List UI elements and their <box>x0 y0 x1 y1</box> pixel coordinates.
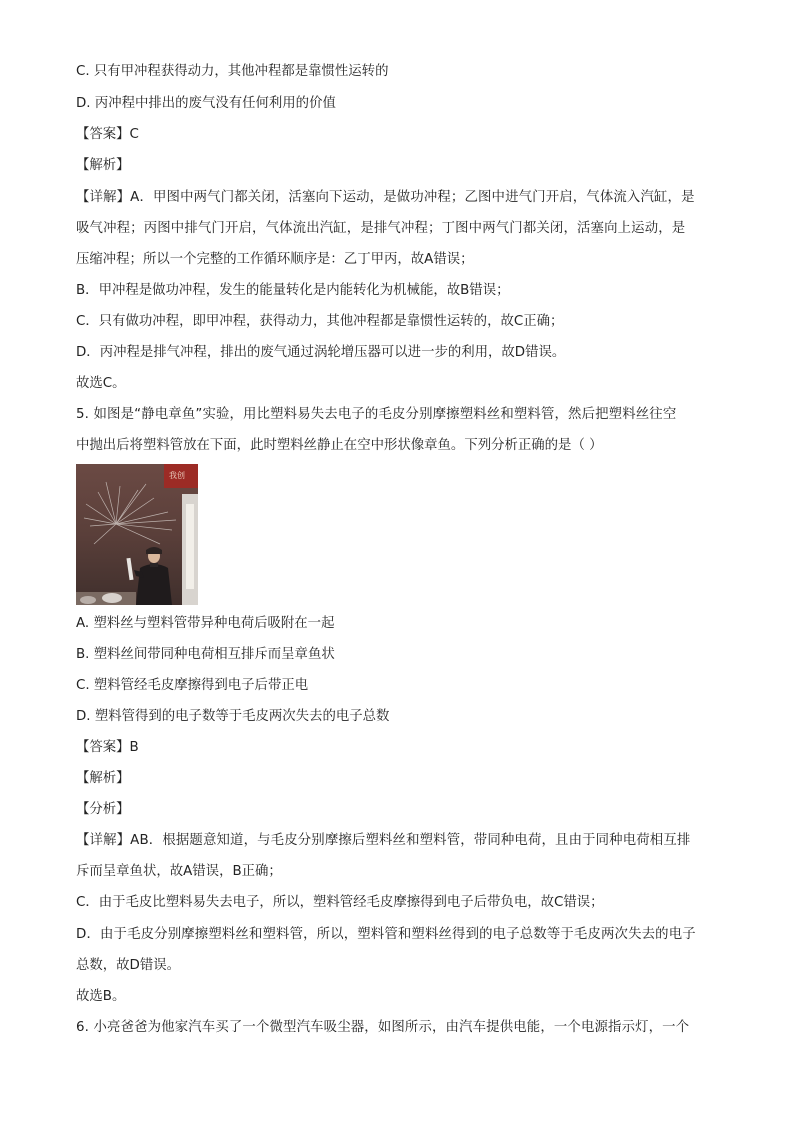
q5-analysis-heading: 【解析】 <box>76 771 130 786</box>
q5-detail-line: D．由于毛皮分别摩擦塑料丝和塑料管，所以，塑料管和塑料丝得到的电子总数等于毛皮两次失去的电子 <box>76 927 696 942</box>
q5-detail-line: 斥而呈章鱼状，故A错误，B正确； <box>76 864 282 879</box>
prev-conclusion: 故选C。 <box>76 376 126 391</box>
q5-option: C. 塑料管经毛皮摩擦得到电子后带正电 <box>76 678 309 693</box>
prev-option-c: C. 只有甲冲程获得动力，其他冲程都是靠惯性运转的 <box>76 64 389 79</box>
prev-answer: 【答案】C <box>76 127 139 142</box>
q5-stem-line: 中抛出后将塑料管放在下面，此时塑料丝静止在空中形状像章鱼。下列分析正确的是（ ） <box>76 438 603 453</box>
prev-detail-line: B．甲冲程是做功冲程，发生的能量转化是内能转化为机械能，故B错误； <box>76 283 510 298</box>
q6-stem-line: 6. 小亮爸爸为他家汽车买了一个微型汽车吸尘器，如图所示，由汽车提供电能，一个电源指示灯，一个 <box>76 1020 690 1035</box>
q5-answer: 【答案】B <box>76 740 139 755</box>
prev-option-d: D. 丙冲程中排出的废气没有任何利用的价值 <box>76 96 336 111</box>
q5-detail-line: 【详解】AB．根据题意知道，与毛皮分别摩擦后塑料丝和塑料管，带同种电荷，且由于同种电荷相互排 <box>76 833 691 848</box>
q5-option: B. 塑料丝间带同种电荷相互排斥而呈章鱼状 <box>76 647 335 662</box>
prev-detail-line: 【详解】A．甲图中两气门都关闭，活塞向下运动，是做功冲程；乙图中进气门开启，气体流入汽缸，是 <box>76 190 695 205</box>
q5-conclusion: 故选B。 <box>76 989 126 1004</box>
prev-detail-line: 压缩冲程；所以一个完整的工作循环顺序是：乙丁甲丙，故A错误； <box>76 252 474 267</box>
q5-option: A. 塑料丝与塑料管带异种电荷后吸附在一起 <box>76 616 335 631</box>
q5-option: D. 塑料管得到的电子数等于毛皮两次失去的电子总数 <box>76 709 390 724</box>
prev-analysis-heading: 【解析】 <box>76 158 130 173</box>
photo-sign-text: 我创 <box>169 471 185 480</box>
prev-detail-line: 吸气冲程；丙图中排气门开启，气体流出汽缸，是排气冲程；丁图中两气门都关闭，活塞向上运动，是 <box>76 221 686 236</box>
q5-stem-line: 5. 如图是“静电章鱼”实验，用比塑料易失去电子的毛皮分别摩擦塑料丝和塑料管，然后把塑料丝往空 <box>76 407 677 422</box>
electrostatic-octopus-photo <box>76 464 198 605</box>
q5-detail-line: 总数，故D错误。 <box>76 958 181 973</box>
prev-detail-line: C．只有做功冲程，即甲冲程，获得动力，其他冲程都是靠惯性运转的，故C正确； <box>76 314 564 329</box>
prev-detail-line: D．丙冲程是排气冲程，排出的废气通过涡轮增压器可以进一步的利用，故D错误。 <box>76 345 566 360</box>
q5-analysis-sub: 【分析】 <box>76 802 130 817</box>
q5-detail-line: C．由于毛皮比塑料易失去电子，所以，塑料管经毛皮摩擦得到电子后带负电，故C错误； <box>76 895 604 910</box>
